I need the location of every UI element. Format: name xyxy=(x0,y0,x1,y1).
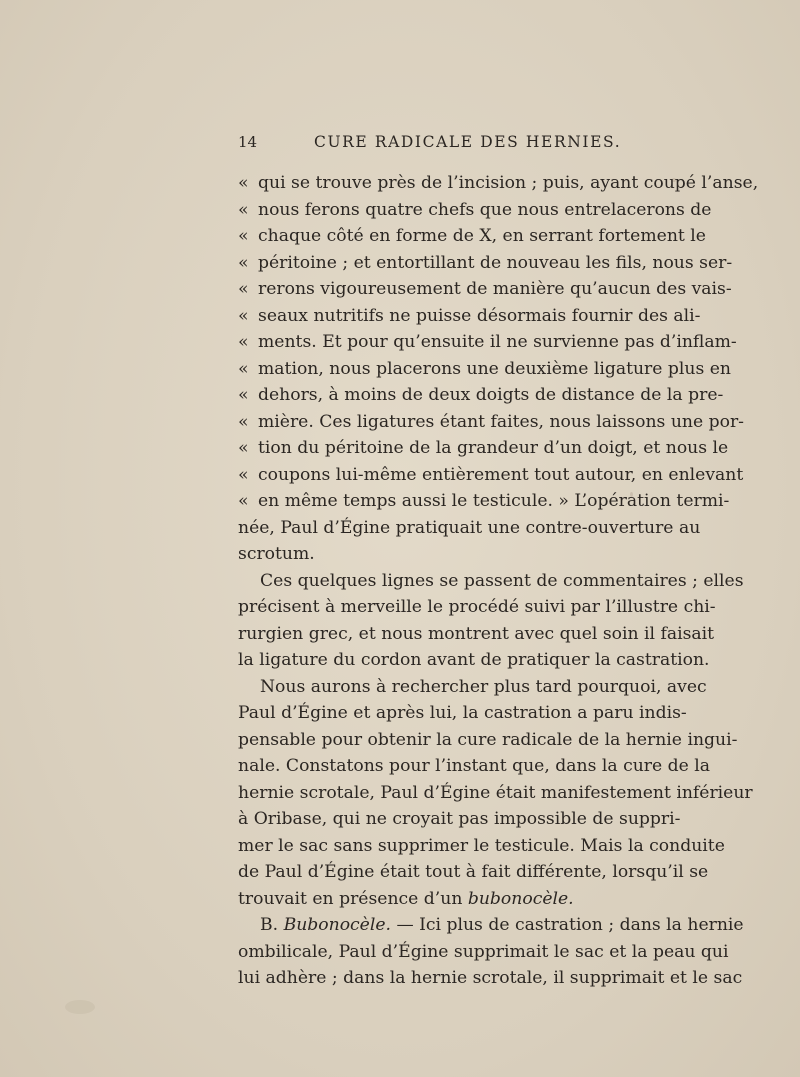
text-line: lui adhère ; dans la hernie scrotale, il supprimait et le sac xyxy=(238,968,743,988)
quote-mark: « xyxy=(238,358,249,379)
quote-mark: « xyxy=(238,438,249,458)
quote-mark: « xyxy=(238,226,249,246)
text-line: « chaque côté en forme de X, en serrant fortement le xyxy=(238,223,651,250)
paper-speck xyxy=(672,178,676,182)
text-line: « nous ferons quatre chefs que nous entrelacerons de xyxy=(238,197,651,224)
paragraph-start: Nous aurons à rechercher plus tard pourquoi, avec xyxy=(260,676,707,697)
quote-mark: « xyxy=(238,464,249,485)
quote-mark: « xyxy=(238,491,249,511)
text-line: la ligature du cordon avant de pratiquer la castration. xyxy=(238,650,710,670)
text-line: « péritoine ; et entortillant de nouveau les fils, nous ser- xyxy=(238,250,651,277)
quote-mark: « xyxy=(238,411,249,432)
text-line: « mation, nous placerons une deuxième ligature plus en xyxy=(238,356,651,383)
text-line: née, Paul d’Égine pratiquait une contre-ouverture au xyxy=(238,517,701,538)
quote-mark: « xyxy=(238,279,249,299)
text-line: à Oribase, qui ne croyait pas impossible de suppri- xyxy=(238,809,681,829)
quote-mark: « xyxy=(238,199,249,220)
quote-mark: « xyxy=(238,332,249,352)
text-line: « dehors, à moins de deux doigts de distance de la pre- xyxy=(238,382,651,409)
text-line: trouvait en présence d’un bubonocèle. xyxy=(238,888,574,909)
text-line: « coupons lui-même entièrement tout autour, en enlevant xyxy=(238,462,651,489)
section-title: Bubonocèle. xyxy=(283,915,391,935)
quote-mark: « xyxy=(238,252,249,273)
text-line: rurgien grec, et nous montrent avec quel soin il faisait xyxy=(238,623,715,644)
text-line: « ments. Et pour qu’ensuite il ne survienne pas d’inflam- xyxy=(238,329,651,356)
body-text xyxy=(238,170,759,992)
text-line: « qui se trouve près de l’incision ; puis, ayant coupé l’anse, xyxy=(238,170,651,197)
quote-mark: « xyxy=(238,385,249,405)
text-line: « tion du péritoine de la grandeur d’un doigt, et nous le xyxy=(238,435,651,462)
text-line: pensable pour obtenir la cure radicale de la hernie ingui- xyxy=(238,729,738,750)
quote-mark: « xyxy=(238,173,249,193)
paper-speck xyxy=(630,492,633,497)
quote-mark: « xyxy=(238,305,249,326)
text-line: nale. Constatons pour l’instant que, dans la cure de la xyxy=(238,756,711,776)
text-line: Paul d’Égine et après lui, la castration a paru indis- xyxy=(238,703,687,723)
running-title: CURE RADICALE DES HERNIES. xyxy=(314,133,622,151)
text-line: « en même temps aussi le testicule. » L’opération termi- xyxy=(238,488,651,515)
text-line: hernie scrotale, Paul d’Égine était manifestement inférieur xyxy=(238,782,753,803)
text-line: de Paul d’Égine était tout à fait différente, lorsqu’il se xyxy=(238,862,709,882)
section-heading-line: B. Bubonocèle. — Ici plus de castration ; dans la hernie xyxy=(260,915,744,935)
text-line: mer le sac sans supprimer le testicule. Mais la conduite xyxy=(238,835,725,856)
italic-term: bubonocèle. xyxy=(467,888,574,909)
paper-stain xyxy=(65,1000,95,1014)
text-line: « rerons vigoureusement de manière qu’aucun des vais- xyxy=(238,276,651,303)
page-header xyxy=(238,133,651,157)
paragraph-start: Ces quelques lignes se passent de commentaires ; elles xyxy=(260,570,744,591)
text-line: « seaux nutritifs ne puisse désormais fournir des ali- xyxy=(238,303,651,330)
text-line: « mière. Ces ligatures étant faites, nous laissons une por- xyxy=(238,409,651,436)
text-line: ombilicale, Paul d’Égine supprimait le sac et la peau qui xyxy=(238,941,729,962)
text-line: scrotum. xyxy=(238,544,315,564)
text-line: précisent à merveille le procédé suivi par l’illustre chi- xyxy=(238,597,716,617)
page-number: 14 xyxy=(238,133,258,151)
